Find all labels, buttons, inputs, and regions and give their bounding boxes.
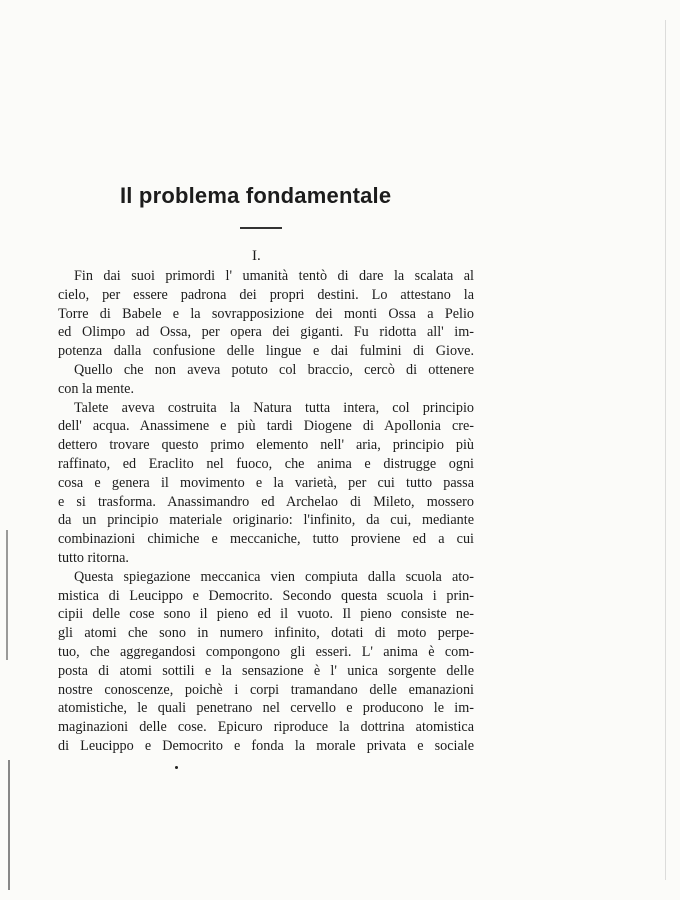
text-line: dettero trovare questo primo elemento nell' aria, principio più [58,437,474,454]
text-line: dell' acqua. Anassimene e più tardi Diogene di Apollonia cre- [58,418,474,435]
text-line: ed Olimpo ad Ossa, per opera dei giganti. Fu ridotta all' im- [58,324,474,341]
text-line: cipii delle cose sono il pieno ed il vuoto. Il pieno consiste ne- [58,606,474,623]
text-line: cielo, per essere padrona dei propri destini. Lo attestano la [58,286,474,303]
text-line: potenza dalla confusione delle lingue e dai fulmini di Giove. [58,343,474,360]
text-line: tutto ritorna. [58,549,129,566]
text-line: nostre conoscenze, poichè i corpi tramandano delle emanazioni [58,681,474,698]
page-edge-shadow [6,530,8,660]
text-line: Questa spiegazione meccanica vien compiuta dalla scuola ato- [74,568,474,585]
section-numeral: I. [252,248,261,264]
text-line: atomistiche, le quali penetrano nel cervello e producono le im- [58,700,474,717]
text-line: raffinato, ed Eraclito nel fuoco, che anima e distrugge ogni [58,455,474,472]
text-line: cosa e genera il movimento e la varietà, per cui tutto passa [58,474,474,491]
chapter-title: Il problema fondamentale [120,183,392,208]
text-line: con la mente. [58,380,135,397]
text-line: Fin dai suoi primordi l' umanità tentò di dare la scalata al [74,268,474,284]
text-line: mistica di Leucippo e Democrito. Secondo questa scuola i prin- [58,587,474,604]
page-edge-shadow-lower [8,760,10,890]
body-text [58,267,474,756]
text-line: posta di atomi sottili e la sensazione è l' unica sorgente delle [58,662,474,679]
text-line: Torre di Babele e la sovrapposizione dei monti Ossa a Pelio [58,305,474,322]
print-mark [175,766,178,769]
text-line: di Leucippo e Democrito e fonda la morale privata e sociale [58,737,474,754]
text-line: gli atomi che sono in numero infinito, dotati di moto perpe- [58,625,474,642]
text-line: da un principio materiale originario: l'infinito, da cui, mediante [58,512,474,529]
text-line: maginazioni delle cose. Epicuro riproduce la dottrina atomistica [58,719,474,736]
text-line: combinazioni chimiche e meccaniche, tutto proviene ed a cui [58,531,474,548]
page-edge-right [665,20,666,880]
text-line: Talete aveva costruita la Natura tutta intera, col principio [74,399,474,416]
text-line: Quello che non aveva potuto col braccio, cercò di ottenere [74,361,474,378]
title-divider [240,227,282,229]
text-line: tuo, che aggregandosi compongono gli esseri. L' anima è com- [58,643,474,660]
text-line: e si trasforma. Anassimandro ed Archelao di Mileto, mossero [58,493,474,510]
